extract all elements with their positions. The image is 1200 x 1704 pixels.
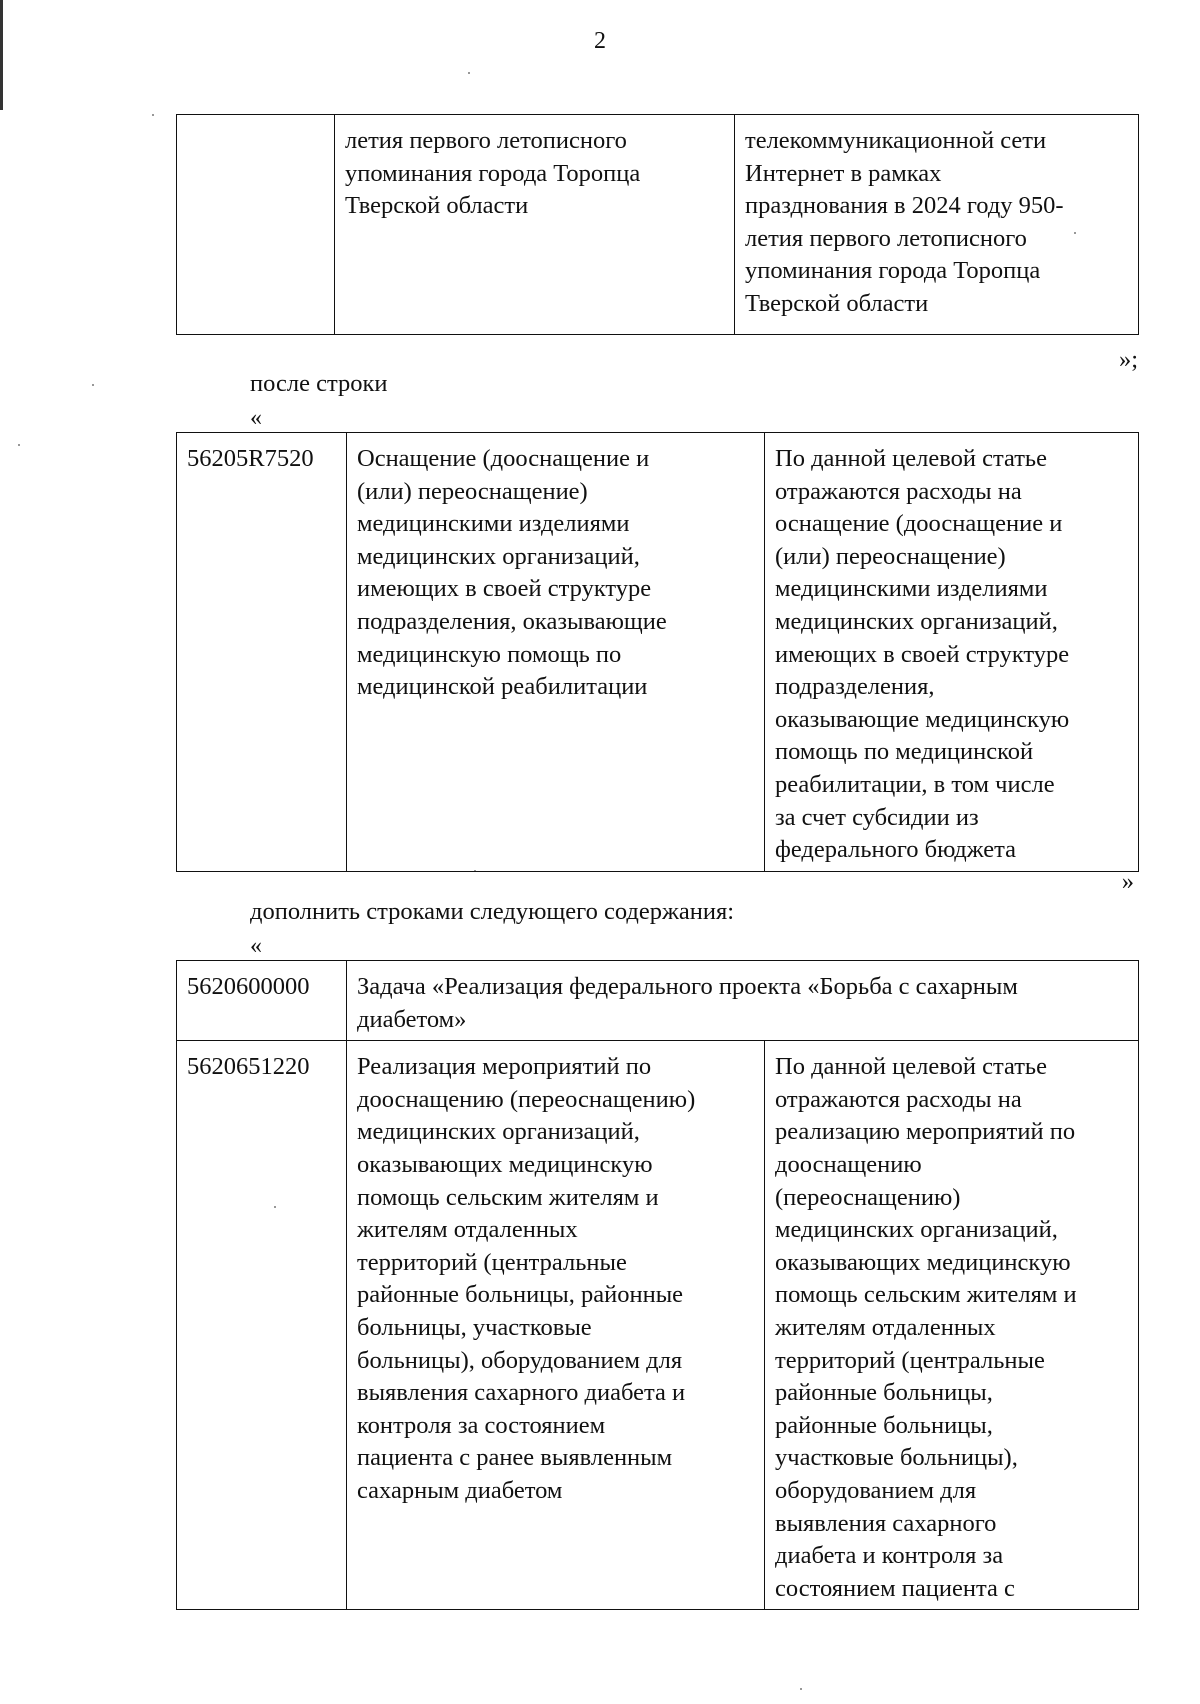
table-reference-row: [176, 432, 1139, 872]
cell-line: (или) переоснащение): [775, 542, 1006, 570]
cell-line: выявления сахарного диабета и: [357, 1379, 686, 1407]
cell-line: медицинскую помощь по: [357, 640, 622, 668]
cell-line: оборудованием для: [775, 1476, 977, 1504]
cell-line: празднования в 2024 году 950-: [745, 192, 1064, 220]
cell-line: упоминания города Торопца: [345, 159, 641, 187]
table-row: [177, 1041, 1139, 1610]
cell-line: отражаются расходы на: [775, 1085, 1022, 1113]
cell-line: (или) переоснащение): [357, 477, 588, 505]
code-cell: 56205R7520: [177, 433, 347, 872]
scan-speck: [800, 1688, 802, 1690]
table-row: [177, 433, 1139, 872]
name-cell: [347, 433, 765, 872]
cell-line: оказывающих медицинскую: [775, 1248, 1071, 1276]
cell-line: телекоммуникационной сети: [745, 127, 1047, 154]
cell-line: диабета и контроля за: [775, 1542, 1004, 1570]
cell-line: (переоснащению): [775, 1183, 961, 1211]
cell-line: состоянием пациента с: [775, 1574, 1015, 1602]
cell-line: больницы, участковые: [357, 1313, 592, 1341]
cell-line: федерального бюджета: [775, 836, 1017, 864]
opening-quote: «: [250, 405, 262, 431]
code-cell: [177, 115, 335, 335]
cell-line: участковые больницы),: [775, 1444, 1018, 1472]
cell-line: упоминания города Торопца: [745, 257, 1041, 285]
cell-line: реализацию мероприятий по: [775, 1118, 1076, 1146]
cell-line: подразделения,: [775, 673, 935, 701]
cell-line: жителям отдаленных: [775, 1313, 996, 1341]
cell-line: выявления сахарного: [775, 1509, 997, 1537]
description-cell: [735, 115, 1139, 335]
page-number: 2: [594, 28, 606, 54]
supplement-text: дополнить строками следующего содержания:: [250, 898, 735, 925]
table-continuation: [176, 114, 1139, 335]
scan-speck: [92, 384, 94, 386]
cell-line: районные больницы,: [775, 1411, 993, 1439]
cell-line: Задача «Реализация федерального проекта «Борьба с сахарным: [357, 973, 1018, 1000]
cell-line: медицинскими изделиями: [357, 510, 630, 538]
description-cell: [765, 433, 1139, 872]
cell-line: Тверской области: [345, 192, 529, 220]
cell-line: медицинской реабилитации: [357, 673, 648, 701]
cell-line: летия первого летописного: [745, 224, 1027, 252]
cell-line: Оснащение (дооснащение и: [357, 445, 650, 472]
cell-line: медицинских организаций,: [357, 1118, 640, 1146]
cell-line: диабетом»: [357, 1005, 467, 1033]
cell-line: медицинскими изделиями: [775, 575, 1048, 603]
cell-line: имеющих в своей структуре: [775, 640, 1070, 668]
cell-line: районные больницы,: [775, 1379, 993, 1407]
cell-line: оснащение (дооснащение и: [775, 510, 1063, 538]
task-cell: [347, 961, 1139, 1041]
cell-line: оказывающие медицинскую: [775, 705, 1070, 733]
cell-line: Тверской области: [745, 289, 929, 317]
cell-line: медицинских организаций,: [775, 607, 1058, 635]
scan-speck: [18, 444, 20, 446]
cell-line: Интернет в рамках: [745, 159, 942, 187]
cell-line: помощь по медицинской: [775, 738, 1034, 766]
closing-quote: »;: [1118, 346, 1138, 373]
cell-line: дооснащению (переоснащению): [357, 1085, 696, 1113]
cell-line: территорий (центральные: [775, 1346, 1045, 1374]
cell-line: районные больницы, районные: [357, 1281, 684, 1309]
name-cell: [335, 115, 735, 335]
name-cell: [347, 1041, 765, 1610]
cell-line: Реализация мероприятий по: [357, 1053, 652, 1081]
cell-line: жителям отдаленных: [357, 1216, 578, 1244]
scan-speck: [468, 72, 470, 74]
cell-line: оказывающих медицинскую: [357, 1150, 653, 1178]
cell-line: контроля за состоянием: [357, 1411, 606, 1439]
cell-line: По данной целевой статье: [775, 1053, 1047, 1081]
opening-quote: «: [250, 933, 262, 959]
cell-line: сахарным диабетом: [357, 1476, 563, 1504]
scan-speck: [152, 114, 154, 116]
cell-line: дооснащению: [775, 1150, 922, 1178]
code-cell: 5620651220: [177, 1041, 347, 1610]
cell-line: помощь сельским жителям и: [357, 1183, 659, 1211]
cell-line: имеющих в своей структуре: [357, 575, 652, 603]
cell-line: больницы), оборудованием для: [357, 1346, 683, 1374]
table-row: [177, 961, 1139, 1041]
cell-line: пациента с ранее выявленным: [357, 1444, 673, 1472]
cell-line: медицинских организаций,: [775, 1216, 1058, 1244]
cell-line: помощь сельским жителям и: [775, 1281, 1077, 1309]
cell-line: подразделения, оказывающие: [357, 607, 667, 635]
table-new-rows: [176, 960, 1139, 1610]
closing-quote: »: [1121, 868, 1134, 895]
after-row-text: после строки: [250, 370, 388, 397]
description-cell: [765, 1041, 1139, 1610]
cell-line: реабилитации, в том числе: [775, 770, 1055, 798]
table-row: [177, 115, 1139, 335]
cell-line: за счет субсидии из: [775, 803, 979, 831]
cell-line: территорий (центральные: [357, 1248, 627, 1276]
code-cell: 5620600000: [177, 961, 347, 1041]
cell-line: медицинских организаций,: [357, 542, 640, 570]
cell-line: По данной целевой статье: [775, 445, 1047, 472]
cell-line: летия первого летописного: [345, 127, 627, 154]
cell-line: отражаются расходы на: [775, 477, 1022, 505]
